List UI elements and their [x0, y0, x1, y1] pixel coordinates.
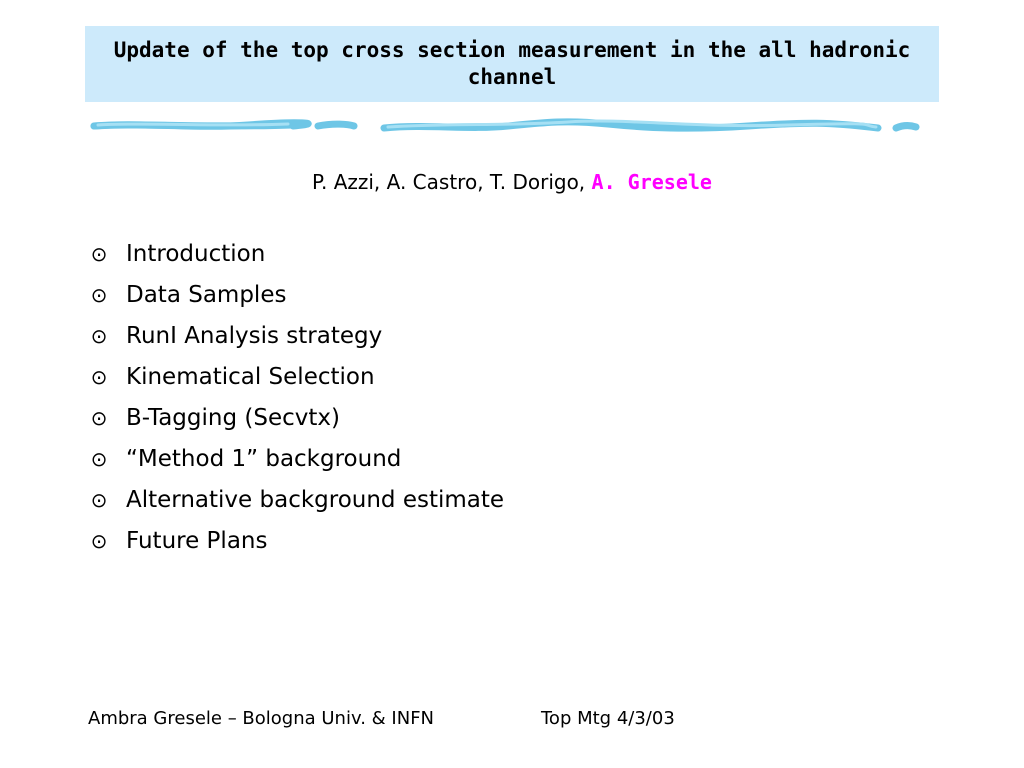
- agenda-item-label: Data Samples: [126, 281, 287, 308]
- wavy-divider-line: [88, 114, 924, 140]
- agenda-item-label: Introduction: [126, 240, 266, 267]
- footer-date: Top Mtg 4/3/03: [541, 708, 675, 729]
- agenda-item-label: Future Plans: [126, 527, 268, 554]
- circled-dot-icon: ⊙: [90, 405, 108, 430]
- agenda-item: [88, 274, 504, 315]
- circled-dot-icon: ⊙: [90, 323, 108, 348]
- circled-dot-icon: ⊙: [90, 241, 108, 266]
- agenda-item: [88, 356, 504, 397]
- agenda-item: [88, 233, 504, 274]
- agenda-list: [88, 233, 504, 561]
- slide-title: Update of the top cross section measurement in the all hadronic channel: [113, 38, 911, 89]
- circled-dot-icon: ⊙: [90, 282, 108, 307]
- agenda-item-label: Kinematical Selection: [126, 363, 375, 390]
- agenda-item-label: RunI Analysis strategy: [126, 322, 383, 349]
- circled-dot-icon: ⊙: [90, 528, 108, 553]
- title-box: [85, 26, 939, 102]
- agenda-item: [88, 315, 504, 356]
- footer-affiliation: Ambra Gresele – Bologna Univ. & INFN: [88, 708, 435, 729]
- agenda-item-label: “Method 1” background: [126, 445, 402, 472]
- presenter-name: A. Gresele: [591, 170, 712, 194]
- agenda-item: [88, 397, 504, 438]
- authors-line: [0, 170, 1024, 194]
- circled-dot-icon: ⊙: [90, 446, 108, 471]
- agenda-item: [88, 520, 504, 561]
- agenda-item-label: Alternative background estimate: [126, 486, 505, 513]
- agenda-item-label: B-Tagging (Secvtx): [126, 404, 340, 431]
- agenda-item: [88, 479, 504, 520]
- author-names: P. Azzi, A. Castro, T. Dorigo,: [312, 170, 592, 194]
- agenda-item: [88, 438, 504, 479]
- circled-dot-icon: ⊙: [90, 487, 108, 512]
- circled-dot-icon: ⊙: [90, 364, 108, 389]
